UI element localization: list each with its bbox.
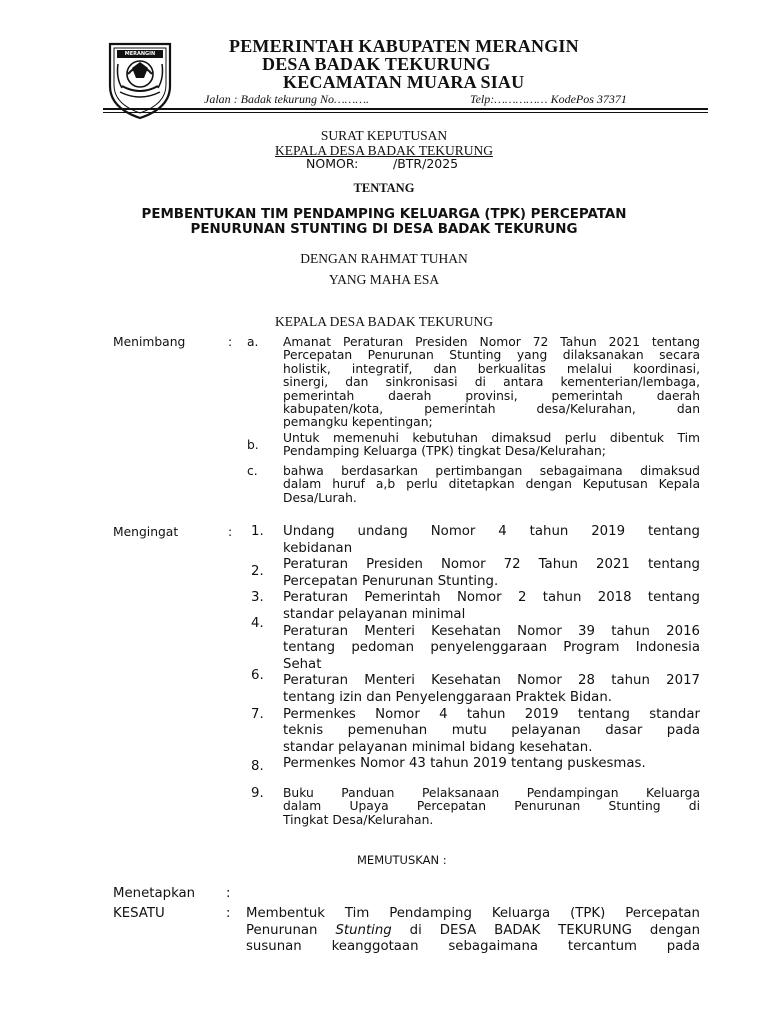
menimbang-item-a: Amanat Peraturan Presiden Nomor 72 Tahun 2021 tentang Percepatan Penurunan Stunting yang dilaksanakan secara holistik, integratif, dan berkualitas melalui koordinasi, sinergi, dan sinkronisasi di antara kementerian/lembaga, pemerintah daerah provinsi, pemerintah daerah kabupaten/kota, pemerintah desa/Kelurahan, dan pemangku kepentingan;: [283, 335, 700, 430]
doc-authority: KEPALA DESA BADAK TEKURUNG: [275, 314, 493, 329]
doc-number-label: NOMOR:: [306, 156, 359, 171]
blessing-line-1: DENGAN RAHMAT TUHAN: [300, 251, 468, 266]
menetapkan-colon: :: [226, 886, 231, 901]
letterhead-line-2: DESA BADAK TEKURUNG: [262, 54, 491, 74]
mengingat-marker-9: 9.: [251, 786, 264, 801]
menetapkan-label: Menetapkan: [113, 886, 196, 901]
decision-heading: MEMUTUSKAN :: [357, 853, 447, 867]
letterhead-line-3: KECAMATAN MUARA SIAU: [283, 72, 525, 92]
mengingat-marker-8: 8.: [251, 759, 264, 774]
menimbang-item-b: Untuk memenuhi kebutuhan dimaksud perlu dibentuk Tim Pendamping Keluarga (TPK) tingkat Desa/Kelurahan;: [283, 431, 700, 459]
mengingat-marker-1: 1.: [251, 524, 264, 539]
kesatu-text: Membentuk Tim Pendamping Keluarga (TPK) Percepatan Penurunan Stunting di DESA BADAK TEKURUNG dengan susunan keanggotaan sebagaimana tercantum pada: [246, 906, 700, 955]
menimbang-item-c: bahwa berdasarkan pertimbangan sebagaimana dimaksud dalam huruf a,b perlu ditetapkan dengan Keputusan Kepala Desa/Lurah.: [283, 464, 700, 505]
mengingat-marker-7: 7.: [251, 707, 264, 722]
mengingat-marker-6: 6.: [251, 668, 264, 683]
mengingat-label: Mengingat: [113, 525, 179, 539]
doc-subject-line-1: PEMBENTUKAN TIM PENDAMPING KELUARGA (TPK) PERCEPATAN: [141, 207, 627, 222]
menimbang-colon: :: [228, 335, 233, 349]
doc-subject-line-2: PENURUNAN STUNTING DI DESA BADAK TEKURUNG: [190, 222, 578, 237]
letterhead-phone: Telp:…………… KodePos 37371: [470, 92, 627, 106]
mengingat-list: Undang undang Nomor 4 tahun 2019 tentang kebidanan Peraturan Presiden Nomor 72 Tahun 2021 tentang Percepatan Penurunan Stunting. Peraturan Pemerintah Nomor 2 tahun 2018 tentang standar pelayanan minimal Peraturan Menteri Kesehatan Nomor 39 tahun 2016 tentang pedoman penyelenggaraan Program Indonesia Sehat Peraturan Menteri Kesehatan Nomor 28 tahun 2017 tentang izin dan Penyelenggaraan Praktek Bidan. Permenkes Nomor 4 tahun 2019 tentang standar teknis pemenuhan mutu pelayanan dasar pada standar pelayanan minimal bidang kesehatan. Permenkes Nomor 43 tahun 2019 tentang puskesmas.: [283, 524, 700, 772]
doc-issuer: KEPALA DESA BADAK TEKURUNG: [275, 143, 493, 158]
mengingat-marker-3: 3.: [251, 590, 264, 605]
kesatu-label: KESATU: [113, 906, 165, 921]
doc-number-value: /BTR/2025: [393, 156, 459, 171]
menimbang-marker-c: c.: [247, 464, 258, 478]
mengingat-item-9: Buku Panduan Pelaksanaan Pendampingan Keluarga dalam Upaya Percepatan Penurunan Stunting di Tingkat Desa/Kelurahan.: [283, 786, 700, 827]
blessing-line-2: YANG MAHA ESA: [328, 272, 440, 287]
menimbang-marker-a: a.: [247, 335, 259, 349]
menimbang-label: Menimbang: [113, 335, 186, 349]
doc-type: SURAT KEPUTUSAN: [320, 128, 448, 143]
mengingat-marker-4: 4.: [251, 616, 264, 631]
letterhead-rule-thick: [103, 108, 708, 110]
mengingat-marker-2: 2.: [251, 564, 264, 579]
doc-about: TENTANG: [353, 181, 415, 195]
letterhead-rule-thin: [103, 112, 708, 113]
menimbang-marker-b: b.: [247, 438, 259, 452]
letterhead-line-1: PEMERINTAH KABUPATEN MERANGIN: [229, 36, 579, 56]
letterhead-address: Jalan : Badak tekurung No……….: [204, 92, 369, 106]
mengingat-colon: :: [228, 525, 233, 539]
kesatu-colon: :: [226, 906, 231, 921]
logo-caption: MERANGIN: [124, 51, 156, 57]
